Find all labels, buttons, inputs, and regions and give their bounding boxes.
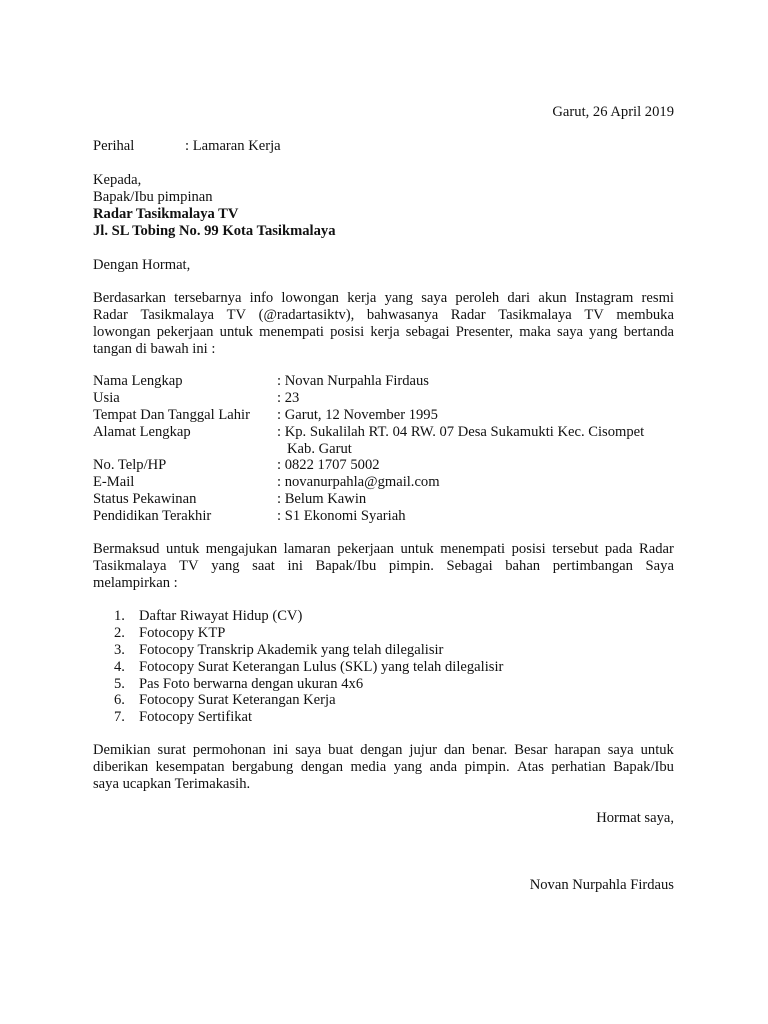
field-value-address: : Kp. Sukalilah RT. 04 RW. 07 Desa Sukamukti Kec. Cisompet [277, 424, 645, 440]
intro-line-2: Radar Tasikmalaya TV (@radartasiktv), bahwasanya Radar Tasikmalaya TV membuka [93, 307, 674, 323]
list-item-number: 4. [114, 659, 125, 675]
field-label-education: Pendidikan Terakhir [93, 508, 212, 524]
field-label-age: Usia [93, 390, 120, 406]
field-value-email: : novanurpahla@gmail.com [277, 474, 440, 490]
field-value-age: : 23 [277, 390, 300, 406]
list-item-number: 2. [114, 625, 125, 641]
field-label-phone: No. Telp/HP [93, 457, 167, 473]
field-label-email: E-Mail [93, 474, 135, 490]
purpose-paragraph [93, 541, 674, 592]
list-item-number: 7. [114, 709, 125, 725]
purpose-line-3: melampirkan : [93, 575, 178, 591]
field-value-name: : Novan Nurpahla Firdaus [277, 373, 429, 389]
list-item: Fotocopy Surat Keterangan Lulus (SKL) yang telah dilegalisir [139, 659, 504, 675]
recipient-greeting: Kepada, [93, 172, 142, 188]
field-value-education: : S1 Ekonomi Syariah [277, 508, 406, 524]
intro-line-4: tangan di bawah ini : [93, 341, 216, 357]
field-value-marital: : Belum Kawin [277, 491, 367, 507]
closing-paragraph [93, 742, 674, 793]
list-item-number: 3. [114, 642, 125, 658]
list-item-number: 5. [114, 676, 125, 692]
purpose-line-1: Bermaksud untuk mengajukan lamaran pekerjaan untuk menempati posisi tersebut pada Radar [93, 541, 674, 557]
intro-line-1: Berdasarkan tersebarnya info lowongan kerja yang saya peroleh dari akun Instagram resmi [93, 290, 674, 306]
letter-date: Garut, 26 April 2019 [552, 104, 674, 120]
field-label-address: Alamat Lengkap [93, 424, 191, 440]
field-label-marital: Status Pekawinan [93, 491, 197, 507]
intro-line-3: lowongan pekerjaan untuk menempati posisi kerja sebagai Presenter, maka saya yang bertanda [93, 324, 674, 340]
list-item: Fotocopy Sertifikat [139, 709, 253, 725]
recipient-company: Radar Tasikmalaya TV [93, 206, 239, 222]
closing-line-3: saya ucapkan Terimakasih. [93, 776, 251, 792]
salutation: Dengan Hormat, [93, 257, 191, 273]
purpose-line-2: Tasikmalaya TV yang saat ini Bapak/Ibu pimpin. Sebagai bahan pertimbangan Saya [93, 558, 674, 574]
subject-label: Perihal [93, 138, 135, 154]
list-item: Fotocopy Surat Keterangan Kerja [139, 692, 336, 708]
recipient-title: Bapak/Ibu pimpinan [93, 189, 213, 205]
list-item: Fotocopy KTP [139, 625, 226, 641]
field-value-phone: : 0822 1707 5002 [277, 457, 380, 473]
field-value-birth: : Garut, 12 November 1995 [277, 407, 438, 423]
recipient-address: Jl. SL Tobing No. 99 Kota Tasikmalaya [93, 223, 336, 239]
signoff: Hormat saya, [596, 810, 674, 826]
list-item-number: 1. [114, 608, 125, 624]
subject-value: : Lamaran Kerja [185, 138, 281, 154]
signature-name: Novan Nurpahla Firdaus [529, 877, 674, 893]
list-item: Daftar Riwayat Hidup (CV) [139, 608, 303, 624]
closing-line-2: diberikan kesempatan bergabung dengan media yang anda pimpin. Atas perhatian Bapak/Ibu [93, 759, 674, 775]
list-item: Fotocopy Transkrip Akademik yang telah dilegalisir [139, 642, 444, 658]
list-item-number: 6. [114, 692, 125, 708]
field-label-name: Nama Lengkap [93, 373, 183, 389]
list-item: Pas Foto berwarna dengan ukuran 4x6 [139, 676, 364, 692]
field-value-address-cont: Kab. Garut [287, 441, 352, 457]
field-label-birth: Tempat Dan Tanggal Lahir [93, 407, 250, 423]
intro-paragraph [93, 290, 674, 358]
closing-line-1: Demikian surat permohonan ini saya buat dengan jujur dan benar. Besar harapan saya untuk [93, 742, 674, 758]
